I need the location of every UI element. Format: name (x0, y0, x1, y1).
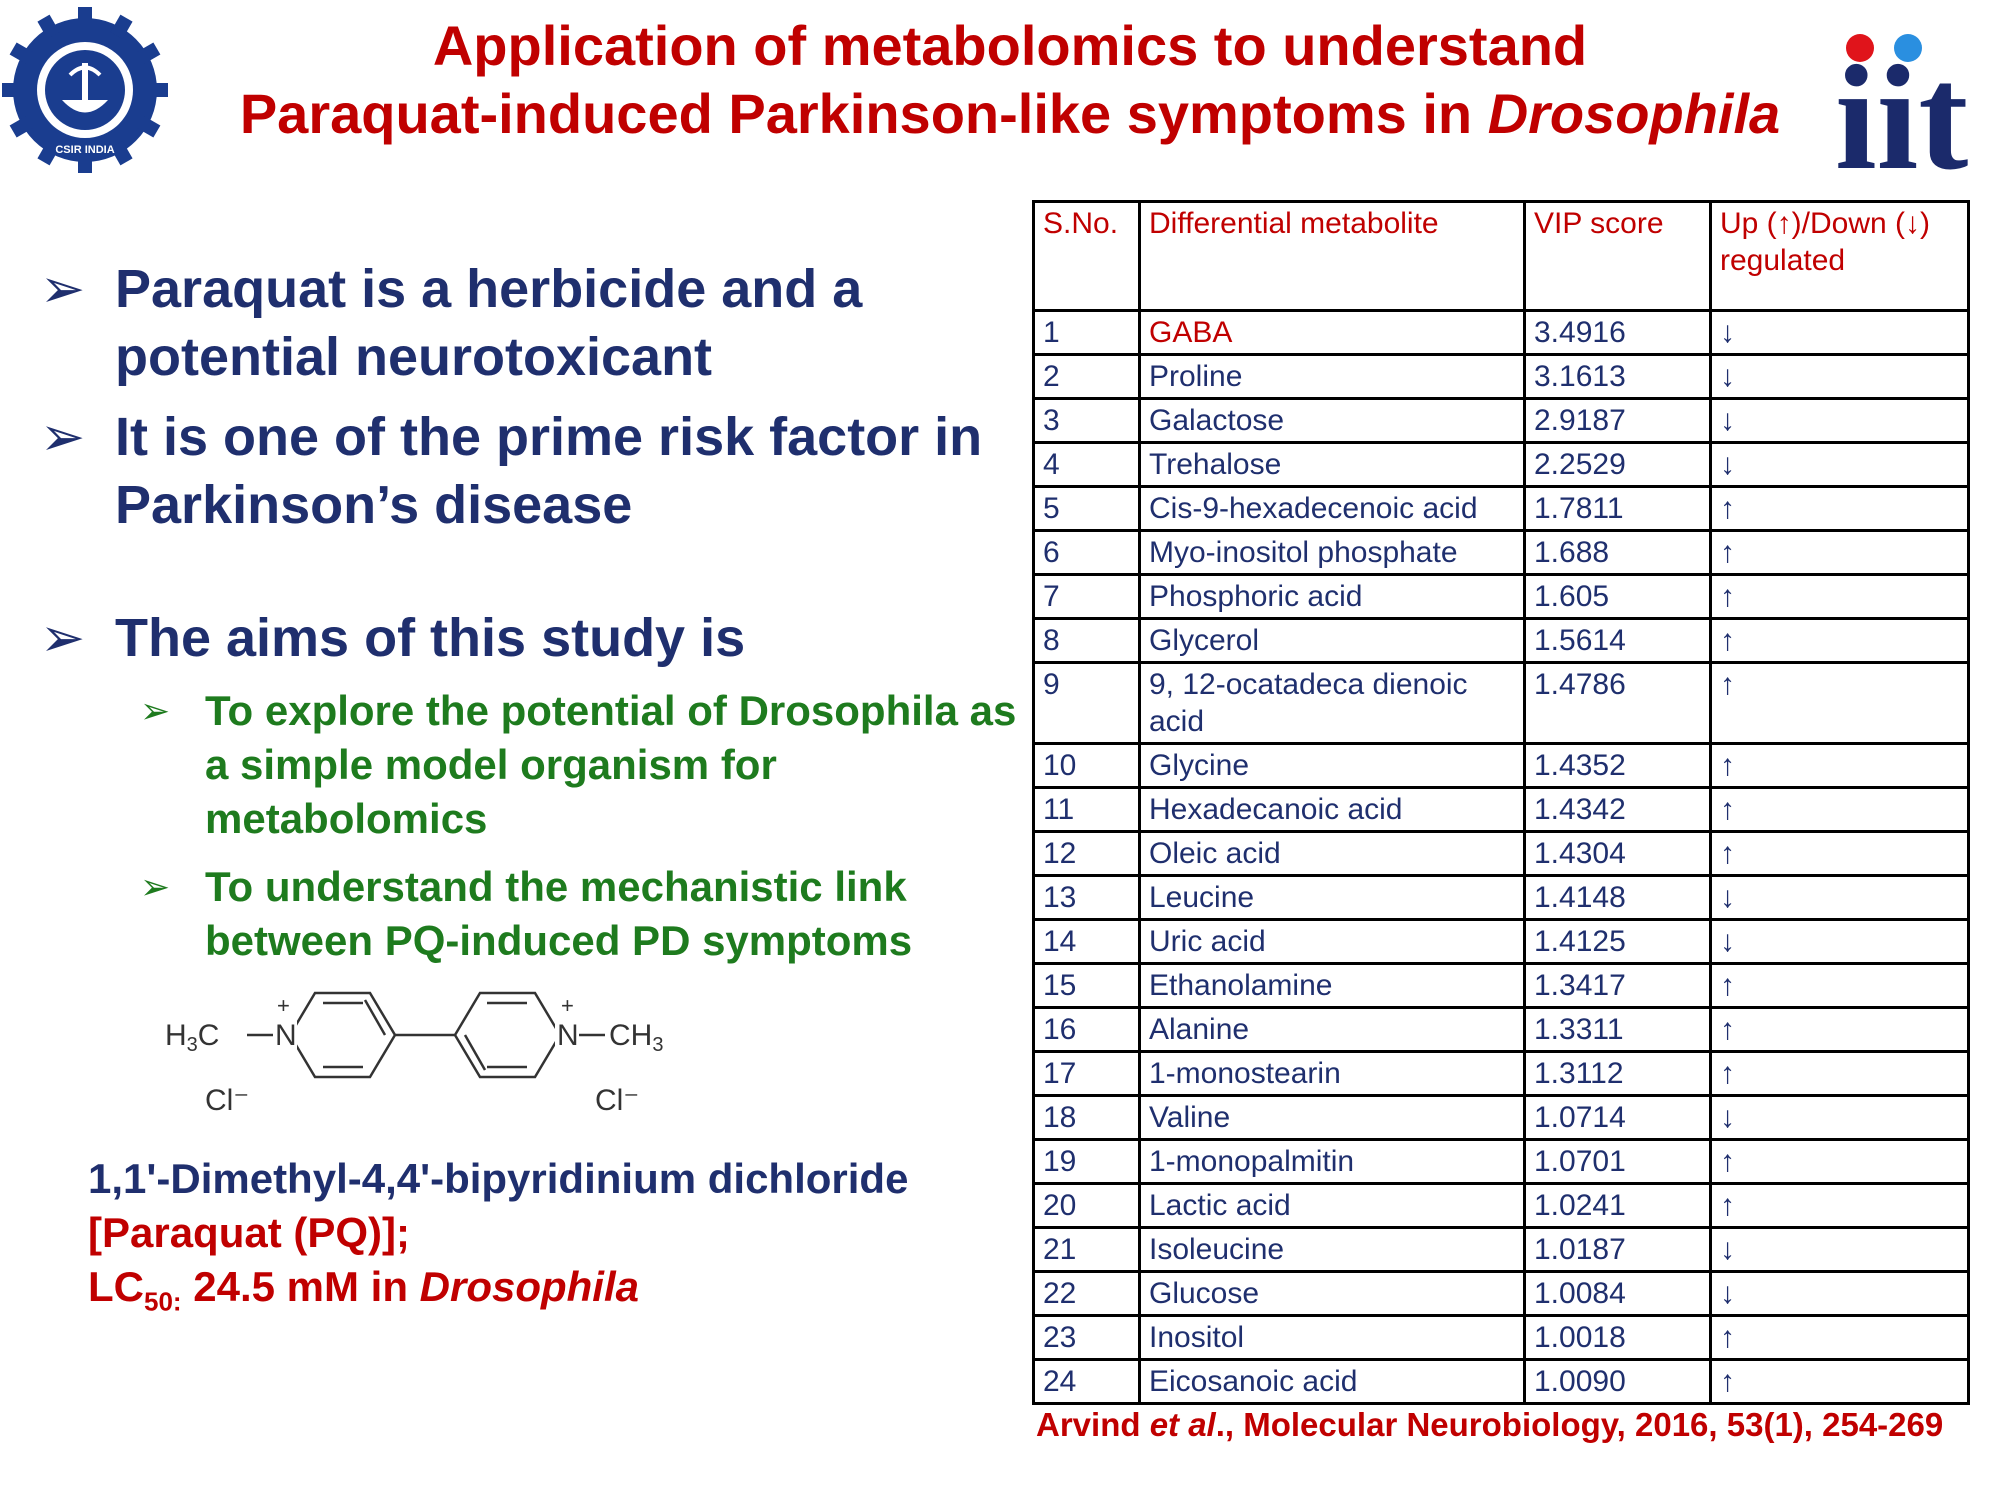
cell-metabolite: 1-monostearin (1140, 1052, 1525, 1096)
cell-sno: 11 (1034, 788, 1140, 832)
table-row (1034, 443, 1969, 487)
cell-regulation: ↑ (1711, 1316, 1969, 1360)
cell-sno: 19 (1034, 1140, 1140, 1184)
cell-metabolite: Trehalose (1140, 443, 1525, 487)
cell-metabolite: Glycerol (1140, 619, 1525, 663)
table-row (1034, 619, 1969, 663)
cell-regulation: ↓ (1711, 1228, 1969, 1272)
cell-metabolite: Alanine (1140, 1008, 1525, 1052)
sub-bullet-2 (140, 860, 1030, 968)
cell-sno: 21 (1034, 1228, 1140, 1272)
cell-sno: 9 (1034, 663, 1140, 744)
cell-vip: 1.0090 (1525, 1360, 1711, 1404)
citation (1036, 1406, 1943, 1444)
metabolite-table (1032, 200, 1970, 1405)
right-methyl-label: $CH_3$ (609, 1019, 664, 1056)
cell-vip: 1.3311 (1525, 1008, 1711, 1052)
table-row (1034, 964, 1969, 1008)
table-row (1034, 832, 1969, 876)
arrow-bullet-icon: ➢ (140, 690, 171, 731)
table-row (1034, 1008, 1969, 1052)
cell-sno: 5 (1034, 487, 1140, 531)
cell-vip: 1.4352 (1525, 744, 1711, 788)
table-row (1034, 663, 1969, 744)
cell-sno: 15 (1034, 964, 1140, 1008)
cell-vip: 1.5614 (1525, 619, 1711, 663)
bullet-list (40, 255, 1030, 982)
citation-author: Arvind (1036, 1406, 1150, 1443)
cell-metabolite: Eicosanoic acid (1140, 1360, 1525, 1404)
table-row (1034, 1184, 1969, 1228)
cell-regulation: ↓ (1711, 876, 1969, 920)
right-chloride-label: Cl⁻ (595, 1084, 640, 1117)
cell-metabolite: Glucose (1140, 1272, 1525, 1316)
cell-regulation: ↑ (1711, 1360, 1969, 1404)
cell-sno: 16 (1034, 1008, 1140, 1052)
chemical-abbreviation: [Paraquat (PQ)]; (88, 1209, 411, 1256)
cell-vip: 2.9187 (1525, 399, 1711, 443)
cell-metabolite: Isoleucine (1140, 1228, 1525, 1272)
table-row (1034, 1096, 1969, 1140)
citation-etal: et al (1149, 1406, 1216, 1443)
cell-regulation: ↓ (1711, 399, 1969, 443)
header-metabolite: Differential metabolite (1140, 202, 1525, 311)
cell-metabolite: Cis-9-hexadecenoic acid (1140, 487, 1525, 531)
cell-vip: 1.4125 (1525, 920, 1711, 964)
arrow-bullet-icon: ➢ (40, 259, 86, 319)
cell-sno: 2 (1034, 355, 1140, 399)
cell-sno: 7 (1034, 575, 1140, 619)
cell-metabolite: Myo-inositol phosphate (1140, 531, 1525, 575)
cell-vip: 1.4304 (1525, 832, 1711, 876)
cell-regulation: ↑ (1711, 531, 1969, 575)
cell-vip: 1.4786 (1525, 663, 1711, 744)
lc50-subscript: 50: (144, 1286, 182, 1317)
cell-regulation: ↑ (1711, 1140, 1969, 1184)
cell-regulation: ↑ (1711, 1184, 1969, 1228)
cell-vip: 1.3112 (1525, 1052, 1711, 1096)
chemical-name: 1,1'-Dimethyl-4,4'-bipyridinium dichloride (88, 1155, 909, 1202)
right-nitrogen-label: N (557, 1019, 579, 1052)
cell-regulation: ↑ (1711, 1052, 1969, 1096)
table-row (1034, 788, 1969, 832)
table-row (1034, 1140, 1969, 1184)
arrow-bullet-icon: ➢ (140, 866, 171, 907)
cell-sno: 17 (1034, 1052, 1140, 1096)
table-row (1034, 1272, 1969, 1316)
title-line-2-italic: Drosophila (1487, 82, 1781, 145)
cell-metabolite: Uric acid (1140, 920, 1525, 964)
table-row (1034, 487, 1969, 531)
cell-metabolite: Lactic acid (1140, 1184, 1525, 1228)
table-row (1034, 1316, 1969, 1360)
table-row (1034, 575, 1969, 619)
header-sno: S.No. (1034, 202, 1140, 311)
cell-regulation: ↑ (1711, 1008, 1969, 1052)
cell-regulation: ↓ (1711, 1096, 1969, 1140)
arrow-bullet-icon: ➢ (40, 608, 86, 668)
lc50-value: 24.5 mM in (181, 1263, 420, 1310)
cell-regulation: ↓ (1711, 443, 1969, 487)
cell-vip: 1.7811 (1525, 487, 1711, 531)
cell-metabolite: Oleic acid (1140, 832, 1525, 876)
cell-regulation: ↓ (1711, 920, 1969, 964)
cell-sno: 14 (1034, 920, 1140, 964)
cell-vip: 1.0701 (1525, 1140, 1711, 1184)
cell-regulation: ↓ (1711, 355, 1969, 399)
cell-regulation: ↑ (1711, 663, 1969, 744)
cell-sno: 23 (1034, 1316, 1140, 1360)
cell-regulation: ↓ (1711, 1272, 1969, 1316)
cell-vip: 1.688 (1525, 531, 1711, 575)
lc50-line (88, 1260, 908, 1328)
cell-sno: 8 (1034, 619, 1140, 663)
cell-sno: 10 (1034, 744, 1140, 788)
bullet-1 (40, 255, 1030, 391)
sub-bullet-1-text: To explore the potential of Drosophila as a simple model organism for metabolomics (205, 687, 1017, 842)
cell-regulation: ↑ (1711, 619, 1969, 663)
cell-regulation: ↑ (1711, 832, 1969, 876)
header-vip: VIP score (1525, 202, 1711, 311)
cell-metabolite: Phosphoric acid (1140, 575, 1525, 619)
cell-sno: 4 (1034, 443, 1140, 487)
title-line-1: Application of metabolomics to understand (432, 14, 1588, 77)
cell-sno: 24 (1034, 1360, 1140, 1404)
cell-metabolite: Hexadecanoic acid (1140, 788, 1525, 832)
table-row (1034, 920, 1969, 964)
bullet-1-text: Paraquat is a herbicide and a potential neurotoxicant (115, 259, 863, 387)
left-nitrogen-label: N (275, 1019, 297, 1052)
table-header-row (1034, 202, 1969, 311)
title-line-2-text: Paraquat-induced Parkinson-like symptoms in (239, 82, 1488, 145)
cell-vip: 1.0714 (1525, 1096, 1711, 1140)
cell-vip: 3.4916 (1525, 311, 1711, 355)
cell-sno: 20 (1034, 1184, 1140, 1228)
cell-sno: 13 (1034, 876, 1140, 920)
cell-sno: 12 (1034, 832, 1140, 876)
page-title (220, 12, 1800, 148)
iit-logo (1830, 28, 2000, 178)
left-chloride-label: Cl⁻ (205, 1084, 250, 1117)
cell-vip: 1.0018 (1525, 1316, 1711, 1360)
iit-logo-text: iit (1835, 35, 1969, 178)
cell-regulation: ↑ (1711, 964, 1969, 1008)
cell-vip: 1.0084 (1525, 1272, 1711, 1316)
bullet-2-text: It is one of the prime risk factor in Parkinson’s disease (115, 407, 983, 535)
cell-vip: 3.1613 (1525, 355, 1711, 399)
table-row (1034, 744, 1969, 788)
cell-vip: 1.3417 (1525, 964, 1711, 1008)
table-row (1034, 1228, 1969, 1272)
table-row (1034, 399, 1969, 443)
cell-sno: 1 (1034, 311, 1140, 355)
left-methyl-label: $H_3C$ (165, 1019, 220, 1056)
cell-metabolite: Ethanolamine (1140, 964, 1525, 1008)
cell-regulation: ↑ (1711, 744, 1969, 788)
cell-metabolite: 9, 12-ocatadeca dienoic acid (1140, 663, 1525, 744)
cell-vip: 1.4148 (1525, 876, 1711, 920)
cell-sno: 18 (1034, 1096, 1140, 1140)
lc50-label: LC (88, 1263, 144, 1310)
sub-bullet-1 (140, 684, 1030, 846)
citation-details: ., Molecular Neurobiology, 2016, 53(1), 254-269 (1215, 1406, 1944, 1443)
cell-regulation: ↑ (1711, 788, 1969, 832)
cell-vip: 1.4342 (1525, 788, 1711, 832)
cell-vip: 1.0241 (1525, 1184, 1711, 1228)
table-row (1034, 355, 1969, 399)
cell-sno: 22 (1034, 1272, 1140, 1316)
cell-metabolite: GABA (1140, 311, 1525, 355)
cell-metabolite: Inositol (1140, 1316, 1525, 1360)
cell-regulation: ↑ (1711, 575, 1969, 619)
cell-metabolite: Proline (1140, 355, 1525, 399)
arrow-bullet-icon: ➢ (40, 407, 86, 467)
table-row (1034, 1052, 1969, 1096)
csir-logo-text: CSIR INDIA (55, 144, 115, 156)
table-row (1034, 1360, 1969, 1404)
cell-vip: 1.0187 (1525, 1228, 1711, 1272)
cell-metabolite: Galactose (1140, 399, 1525, 443)
cell-vip: 1.605 (1525, 575, 1711, 619)
cell-metabolite: 1-monopalmitin (1140, 1140, 1525, 1184)
table-row (1034, 531, 1969, 575)
bullet-3 (40, 604, 1030, 672)
sub-bullet-2-text: To understand the mechanistic link between PQ-induced PD symptoms (205, 863, 913, 964)
cell-regulation: ↑ (1711, 487, 1969, 531)
header-regulation: Up (↑)/Down (↓) regulated (1711, 202, 1969, 311)
bullet-3-text: The aims of this study is (115, 608, 746, 668)
cell-sno: 3 (1034, 399, 1140, 443)
left-charge-label: + (277, 993, 290, 1018)
right-charge-label: + (561, 993, 574, 1018)
table-row (1034, 311, 1969, 355)
cell-metabolite: Leucine (1140, 876, 1525, 920)
cell-regulation: ↓ (1711, 311, 1969, 355)
cell-metabolite: Valine (1140, 1096, 1525, 1140)
cell-vip: 2.2529 (1525, 443, 1711, 487)
chemical-description (88, 1152, 908, 1328)
csir-logo (0, 5, 170, 175)
paraquat-structure (165, 985, 725, 1130)
metabolite-table-container (1032, 200, 1982, 1405)
table-row (1034, 876, 1969, 920)
lc50-organism: Drosophila (419, 1263, 640, 1310)
cell-sno: 6 (1034, 531, 1140, 575)
cell-metabolite: Glycine (1140, 744, 1525, 788)
title-line-2 (220, 80, 1800, 148)
bullet-2 (40, 403, 1030, 539)
